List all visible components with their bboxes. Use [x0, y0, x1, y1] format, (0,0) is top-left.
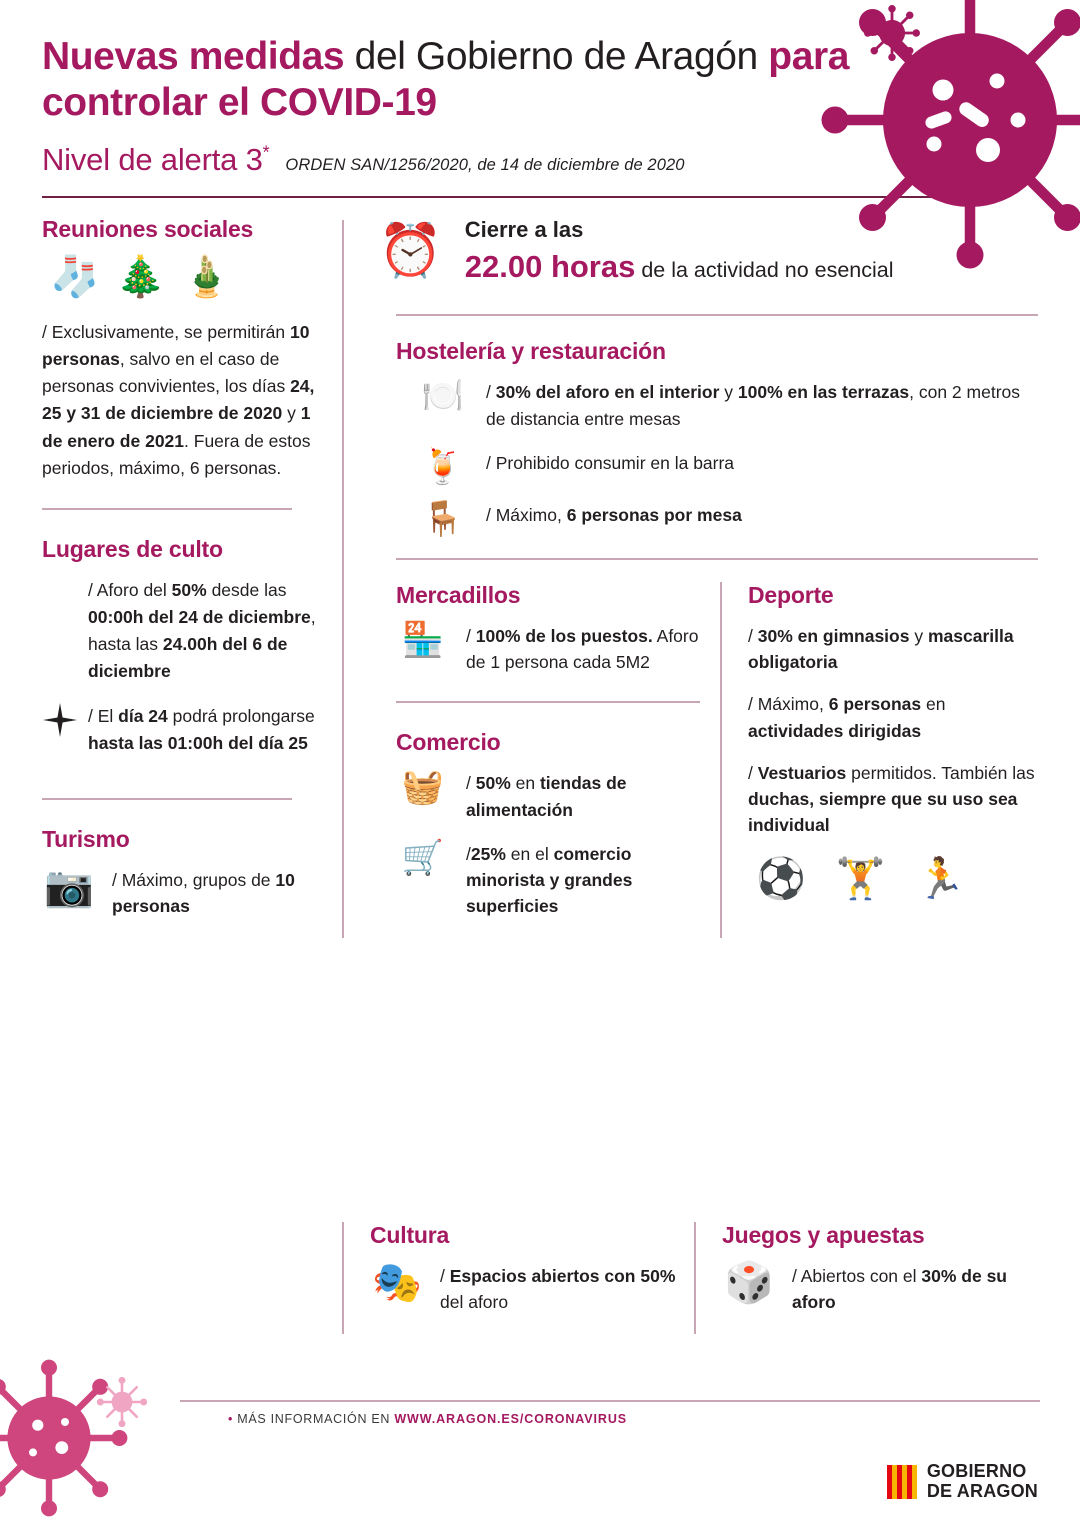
s2-b1: 6 personas [828, 694, 922, 715]
footer-url[interactable]: WWW.ARAGON.ES/CORONAVIRUS [394, 1412, 628, 1426]
government-logo [887, 1462, 1038, 1502]
mid-left [370, 582, 720, 938]
commerce-item-2-text [466, 841, 700, 920]
c1-b2: tiendas de alimentación [466, 773, 627, 820]
gambling-p1: / Abiertos con el [792, 1266, 922, 1286]
social-text-1: / Exclusivamente, se permitirán [42, 322, 291, 343]
section-heading-worship: Lugares de culto [42, 535, 223, 562]
title-plain: del Gobierno de Aragón [344, 35, 769, 78]
culture-text [440, 1263, 694, 1316]
worship-b1-bold2: 00:00h del 24 de diciembre [88, 606, 311, 627]
closing-hour: 22.00 horas [464, 248, 636, 284]
hospitality-item-3 [416, 499, 1038, 538]
s1-p1: / [748, 625, 758, 646]
c2-p1: / [466, 843, 471, 864]
markets-item [396, 620, 700, 676]
commerce-item-1 [396, 770, 700, 823]
hospitality-item-1 [416, 379, 1038, 432]
section-heading-sport: Deporte [748, 581, 834, 608]
worship-bullet-1 [88, 577, 320, 686]
worship-b2-1: / El [88, 706, 119, 727]
s1-b2: mascarilla obligatoria [748, 625, 1014, 673]
page-title [42, 34, 872, 126]
tourism-text [112, 867, 320, 920]
h1-p2: y [719, 382, 738, 403]
worship-b1-1: / Aforo del [88, 579, 172, 600]
culture-p2: del aforo [440, 1292, 509, 1313]
worship-b1-bold1: 50% [171, 579, 207, 600]
hospitality-item-3-text [486, 502, 742, 528]
gambling-text [792, 1263, 1038, 1316]
alert-level-label: Nivel de alerta 3 [42, 142, 263, 178]
social-text-4: . Fuera de estos periodos, máximo, 6 personas. [42, 430, 311, 478]
h3-p1: / Máximo, [486, 504, 567, 525]
closing-tail: de la actividad no esencial [635, 257, 894, 282]
alarm-clock-icon: ⏰ [378, 222, 443, 281]
left-column [42, 216, 342, 938]
section-heading-culture: Cultura [370, 1222, 450, 1248]
s3-b2: . También las [931, 762, 1035, 783]
main-content [0, 216, 1080, 938]
table-chairs-icon: 🪑 [421, 499, 465, 538]
tourism-item [42, 864, 320, 920]
star-icon [42, 703, 78, 742]
sport-icons [748, 856, 1038, 901]
s3-b1: Vestuarios [757, 762, 847, 783]
left-divider-1 [42, 508, 292, 510]
markets-b1: 100% de los puestos. [475, 625, 653, 646]
s1-p2: y [909, 625, 928, 646]
c1-p2: en [510, 773, 540, 794]
alert-level [42, 142, 269, 178]
footer-info-label: MÁS INFORMACIÓN EN [237, 1412, 395, 1426]
worship-b2-2: podrá prolongarse [167, 706, 315, 727]
s2-p2: en [921, 694, 946, 715]
s3-p1: / [748, 762, 758, 783]
markets-p1: / [466, 625, 476, 646]
mid-left-divider [396, 701, 700, 703]
sport-bullet-3 [748, 760, 1038, 839]
h1-b2: 100% en las terrazas [737, 382, 910, 403]
markets-p2: Aforo de 1 persona cada 5M2 [466, 625, 699, 673]
culture-item [370, 1263, 694, 1316]
football-icon: ⚽ [756, 856, 806, 901]
social-text [42, 319, 320, 482]
h1-p3: , con 2 metros de distancia entre mesas [486, 382, 1021, 429]
c2-p2: en el [505, 843, 554, 864]
section-heading-social: Reuniones sociales [42, 216, 254, 243]
market-stall-icon: 🏪 [401, 620, 445, 659]
food-dome-icon: 🍽️ [421, 377, 465, 416]
culture-b1: Espacios abiertos con 50% [449, 1266, 676, 1286]
footer-bullet: • [228, 1412, 234, 1426]
bottom-row [42, 1222, 1038, 1334]
commerce-item-1-text [466, 770, 700, 823]
title-highlight-2: para controlar el COVID-19 [42, 35, 850, 125]
social-text-b3: 1 de enero de 2021 [42, 403, 311, 451]
shopping-basket-icon: 🧺 [401, 768, 445, 807]
worship-b2-bold2: hasta las 01:00h del día 25 [88, 733, 308, 754]
culture-block [344, 1222, 694, 1334]
government-logo-text [927, 1462, 1038, 1502]
tourism-text-bold: 10 personas [112, 869, 295, 916]
right-column [344, 216, 1038, 938]
worship-b2-bold1: día 24 [118, 706, 168, 727]
section-heading-commerce: Comercio [396, 729, 501, 756]
virus-icon-bottom-left-small [96, 1376, 148, 1428]
virus-icon-small [864, 5, 920, 61]
right-divider-1 [396, 314, 1038, 316]
commerce-item-2 [396, 838, 700, 920]
gambling-b1: 30% de su aforo [792, 1266, 1007, 1313]
h1-b1: 30% del aforo en el interior [495, 382, 720, 403]
s3-b3: duchas, siempre que su uso sea individual [748, 789, 1018, 836]
christmas-tree-icon: 🎄 [115, 255, 166, 300]
footer-divider [180, 1400, 1040, 1402]
left-divider-2 [42, 798, 292, 800]
order-reference: ORDEN SAN/1256/2020, de 14 de diciembre de 2020 [285, 156, 685, 175]
dice-chips-icon: 🎲 [724, 1261, 774, 1305]
h2-p1: / Prohibido consumir en la barra [486, 452, 735, 473]
aragon-flag-icon [887, 1465, 917, 1499]
christmas-stocking-icon: 🧦 [50, 255, 100, 300]
gambling-item [722, 1263, 1038, 1316]
worship-b1-bold3: 24.00h del 6 de diciembre [88, 634, 288, 682]
hospitality-item-2-text [486, 450, 734, 476]
bottom-spacer [42, 1222, 342, 1334]
shopping-cart-icon: 🛒 [401, 838, 445, 877]
sport-bullet-1 [748, 623, 1038, 676]
virus-icon-large [820, 0, 1080, 270]
c2-b2: comercio minorista y grandes superficies [466, 843, 633, 917]
c2-b1: 25% [470, 843, 506, 864]
gambling-block [696, 1222, 1038, 1334]
right-divider-2 [396, 558, 1038, 560]
closing-line1: Cierre a las [464, 217, 584, 243]
mid-section [370, 582, 1038, 938]
s2-p1: / Máximo, [748, 694, 829, 715]
h1-p1: / [486, 382, 496, 403]
hospitality-item-1-text [486, 379, 1038, 432]
theater-masks-icon: 🎭 [372, 1261, 422, 1305]
gov-line-1: GOBIERNO [926, 1461, 1027, 1481]
social-text-b2: 24, 25 y 31 de diciembre de 2020 [42, 376, 315, 424]
section-heading-markets: Mercadillos [396, 581, 521, 608]
section-heading-hospitality: Hostelería y restauración [396, 338, 666, 365]
s1-b1: 30% en gimnasios [757, 625, 910, 646]
cocktail-icon: 🍹 [421, 447, 465, 486]
worship-b1-2: desde las [206, 579, 287, 600]
s2-b2: actividades dirigidas [748, 720, 922, 741]
s3-p2: permitidos [846, 762, 932, 783]
weightlifting-icon: 🏋️ [835, 856, 886, 901]
markets-text [466, 623, 700, 676]
title-highlight-1: Nuevas medidas [42, 35, 345, 78]
social-text-b1: 10 personas [42, 322, 310, 370]
mid-right [722, 582, 1038, 938]
gov-line-2: DE ARAGON [926, 1480, 1038, 1501]
running-icon: 🏃 [915, 856, 966, 901]
sport-bullet-2 [748, 691, 1038, 744]
h3-b1: 6 personas por mesa [566, 504, 742, 525]
section-heading-gambling: Juegos y apuestas [722, 1222, 925, 1248]
c1-b1: 50% [475, 773, 511, 794]
christmas-ornament-icon: 🎍 [181, 255, 232, 300]
section-heading-tourism: Turismo [42, 825, 130, 852]
worship-b1-3: , hasta las [88, 606, 316, 655]
c1-p1: / [466, 773, 476, 794]
tourism-text-1: / Máximo, grupos de [112, 869, 276, 890]
camera-icon: 📷 [44, 864, 94, 909]
hospitality-item-2 [416, 447, 1038, 486]
social-text-3: y [282, 403, 301, 424]
alert-level-asterisk: * [262, 142, 270, 163]
footer-info [228, 1412, 627, 1426]
worship-bullet-2 [88, 703, 320, 757]
christmas-icons [50, 255, 320, 300]
culture-p1: / [440, 1266, 450, 1286]
social-text-2: , salvo en el caso de personas convivientes, los días [42, 349, 291, 397]
